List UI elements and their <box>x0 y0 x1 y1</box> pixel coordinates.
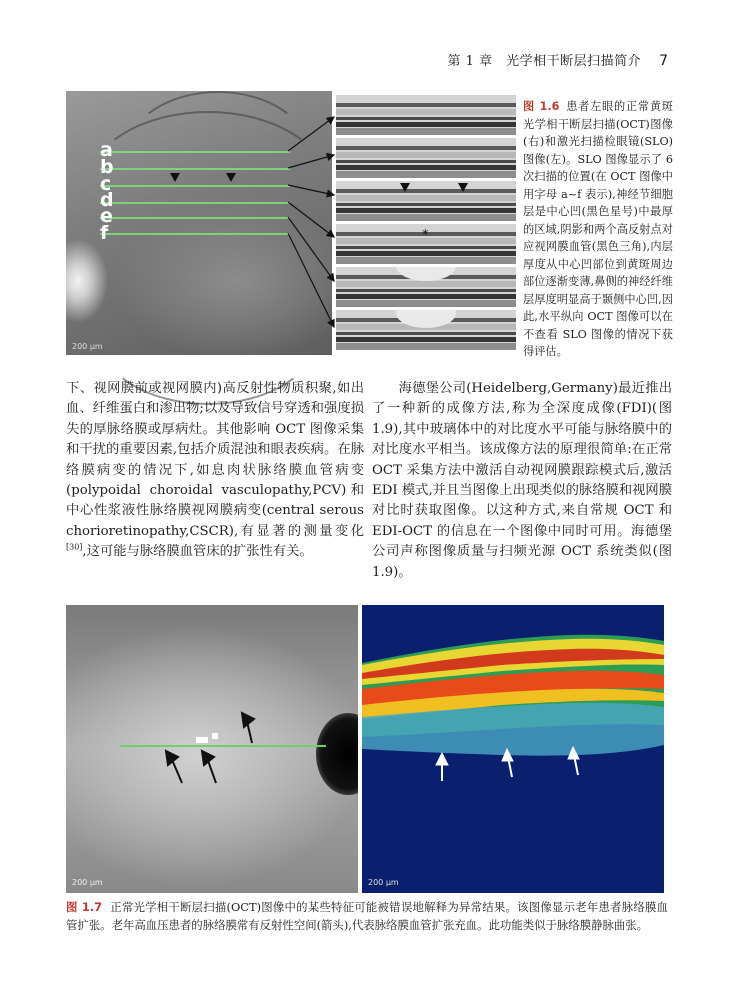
figure-1-6-caption <box>523 98 673 361</box>
scan-label: e <box>100 205 113 227</box>
citation-ref: [30] <box>66 542 83 552</box>
paragraph-text-end: ,这可能与脉络膜血管床的扩张性有关。 <box>82 544 313 560</box>
oct-color-bscan <box>362 605 664 893</box>
scan-line-d <box>100 202 290 204</box>
oct-bscan-c <box>336 181 516 221</box>
figure-label: 图 1.6 <box>523 100 560 113</box>
arrow-c <box>288 185 334 195</box>
arrow-e <box>288 217 334 281</box>
black-arrow-head <box>202 751 214 765</box>
body-text-left-column <box>66 379 364 563</box>
scan-line-a <box>100 151 290 153</box>
figure-1-7-caption <box>66 899 668 934</box>
scan-label: a <box>100 139 113 161</box>
caption-text: 正常光学相干断层扫描(OCT)图像中的某些特征可能被错误地解释为异常结果。该图像显示老年患者脉络膜血管扩张。老年高血压患者的脉络膜常有反射性空间(箭头),代表脉络膜血管扩张充血。此功能类似于脉络膜静脉曲张。 <box>66 900 668 932</box>
scan-label: f <box>100 222 109 244</box>
scan-line-f <box>100 233 290 235</box>
arrow-f <box>288 233 334 327</box>
chapter-title: 第 1 章 光学相干断层扫描简介 <box>447 54 642 69</box>
figure-1-7-slo-image <box>66 605 358 893</box>
scan-label: b <box>100 156 114 178</box>
vessel-marker-triangle <box>170 173 180 182</box>
figure-label: 图 1.7 <box>66 900 103 914</box>
figure-1-6-oct-scans <box>336 91 516 355</box>
oct-bscan-f <box>336 310 516 350</box>
scan-connector-arrows <box>286 91 338 355</box>
paragraph-text: 下、视网膜前或视网膜内)高反射性物质积聚,如出血、纤维蛋白和渗出物;以及导致信号穿透和强度损失的厚脉络膜或厚病灶。其他影响 OCT 图像采集和干扰的重要因素,包括介质混浊和眼表疾病。在脉络膜病变的情况下,如息肉状脉络膜血管病变(polypoidal choroidal vasculopathy,PCV)和中心性浆液性脉络膜视网膜病变(central serous chorioretinopathy,CSCR),有显著的测量变化 <box>66 381 364 539</box>
black-arrow-head <box>166 751 178 765</box>
arrowhead-markers <box>66 605 358 893</box>
arrow-b <box>288 155 334 168</box>
scan-label: d <box>100 189 114 211</box>
figure-1-7-oct-image <box>362 605 664 893</box>
scalebar-label: 200 μm <box>368 878 399 887</box>
oct-bscan-e <box>336 267 516 307</box>
oct-bscan-a <box>336 95 516 135</box>
vessel-marker-triangle <box>226 173 236 182</box>
scalebar-label: 200 μm <box>72 878 103 887</box>
oct-bscan-d <box>336 224 516 264</box>
scan-line-e <box>100 217 290 219</box>
black-arrow-head <box>242 713 254 727</box>
scan-label: c <box>100 173 112 195</box>
retinal-vessel <box>126 91 310 215</box>
paragraph-text: 海德堡公司(Heidelberg,Germany)最近推出了一种新的成像方法,称为全深度成像(FDI)(图 1.9),其中玻璃体中的对比度水平可能与脉络膜中的对比度水平相当。该成像方法的原理很简单:在正常 OCT 采集方法中激活自动视网膜跟踪模式后,激活 EDI 模式,并且当图像上出现类似的脉络膜和视网膜对比时获取图像。以这种方式,来自常规 OCT 和 EDI-OCT 的信息在一个图像中同时可用。海德堡公司声称图像质量与扫频光源 OCT 系统类似(图 1.9)。 <box>372 381 673 580</box>
scan-line-c <box>100 185 290 187</box>
caption-text: 患者左眼的正常黄斑光学相干断层扫描(OCT)图像(右)和激光扫描检眼镜(SLO)图像(左)。SLO 图像显示了 6 次扫描的位置(在 OCT 图像中用字母 a~f 表示),神经节细胞层是中心凹(黑色星号)中最厚的区域,阴影和两个高反射点对应视网膜血管(黑色三角),内层厚度从中心凹部位到黄斑周边部位逐渐变薄,鼻侧的神经纤维层厚度明显高于颞侧中心凹,因此,水平纵向 OCT 图像可以在不查看 SLO 图像的情况下获得评估。 <box>523 100 673 358</box>
vessel-marker-triangle <box>458 183 468 192</box>
scalebar-label: 200 μm <box>72 342 103 351</box>
running-header <box>0 50 668 70</box>
arrow-a <box>288 117 334 151</box>
body-text-right-column <box>372 379 672 583</box>
oct-bscan-b <box>336 138 516 178</box>
vessel-marker-triangle <box>400 183 410 192</box>
scan-line-b <box>100 168 290 170</box>
arrow-d <box>288 202 334 237</box>
fovea-star-marker: * <box>422 228 429 243</box>
page-number: 7 <box>659 53 668 69</box>
